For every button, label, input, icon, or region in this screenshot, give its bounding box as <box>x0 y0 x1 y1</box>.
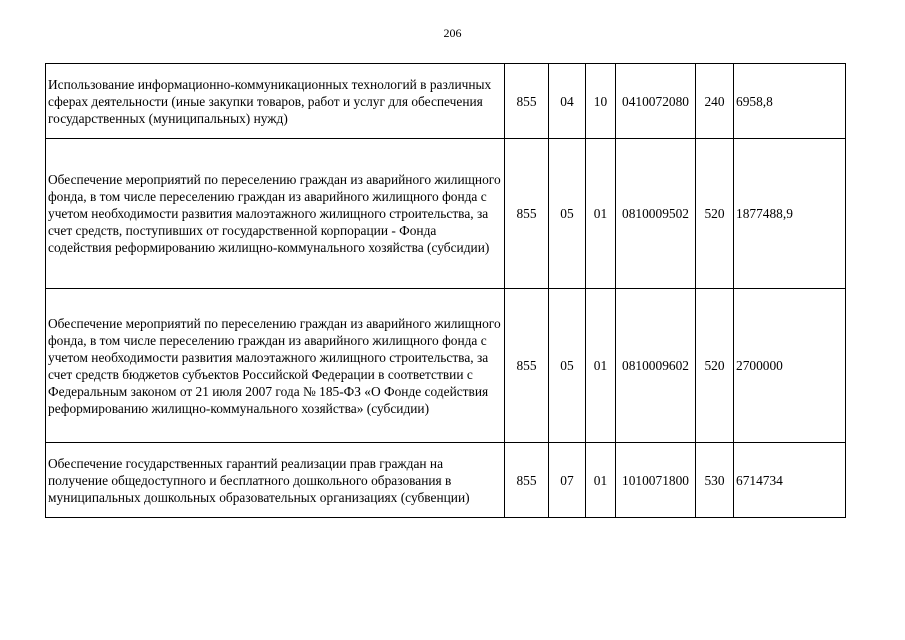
expense-description: Обеспечение мероприятий по переселению граждан из аварийного жилищного фонда, в том числе переселению граждан из аварийного жилищного фонда с учетом необходимости развития малоэтажного жилищного строительства, за счет средств, поступивших от государственной корпорации - Фонда содействия реформированию жилищно-коммунального хозяйства (субсидии) <box>46 139 505 289</box>
table-row <box>46 289 846 443</box>
amount-value: 2700000 <box>734 289 846 443</box>
table-row <box>46 139 846 289</box>
ministry-code: 855 <box>505 64 549 139</box>
table-row <box>46 443 846 518</box>
expense-description: Обеспечение мероприятий по переселению граждан из аварийного жилищного фонда, в том числе переселению граждан из аварийного жилищного фонда с учетом необходимости развития малоэтажного жилищного строительства, за счет средств бюджетов субъектов Российской Федерации в соответствии с Федеральным законом от 21 июля 2007 года № 185-ФЗ «О Фонде содействия реформированию жилищно-коммунального хозяйства» (субсидии) <box>46 289 505 443</box>
target-article-code: 0810009602 <box>616 289 696 443</box>
section-code: 07 <box>549 443 586 518</box>
expense-description: Использование информационно-коммуникационных технологий в различных сферах деятельности (иные закупки товаров, работ и услуг для обеспечения государственных (муниципальных) нужд) <box>46 64 505 139</box>
expense-type-code: 240 <box>696 64 734 139</box>
expense-type-code: 520 <box>696 289 734 443</box>
expense-type-code: 520 <box>696 139 734 289</box>
subsection-code: 01 <box>586 139 616 289</box>
subsection-code: 01 <box>586 289 616 443</box>
section-code: 05 <box>549 289 586 443</box>
expense-description: Обеспечение государственных гарантий реализации прав граждан на получение общедоступного и бесплатного дошкольного образования в муниципальных дошкольных образовательных организациях (субвенции) <box>46 443 505 518</box>
amount-value: 6958,8 <box>734 64 846 139</box>
ministry-code: 855 <box>505 443 549 518</box>
subsection-code: 10 <box>586 64 616 139</box>
budget-table <box>45 63 846 518</box>
target-article-code: 1010071800 <box>616 443 696 518</box>
table-row <box>46 64 846 139</box>
amount-value: 1877488,9 <box>734 139 846 289</box>
ministry-code: 855 <box>505 289 549 443</box>
ministry-code: 855 <box>505 139 549 289</box>
amount-value: 6714734 <box>734 443 846 518</box>
subsection-code: 01 <box>586 443 616 518</box>
expense-type-code: 530 <box>696 443 734 518</box>
page-number: 206 <box>443 26 462 40</box>
target-article-code: 0810009502 <box>616 139 696 289</box>
section-code: 05 <box>549 139 586 289</box>
section-code: 04 <box>549 64 586 139</box>
target-article-code: 0410072080 <box>616 64 696 139</box>
